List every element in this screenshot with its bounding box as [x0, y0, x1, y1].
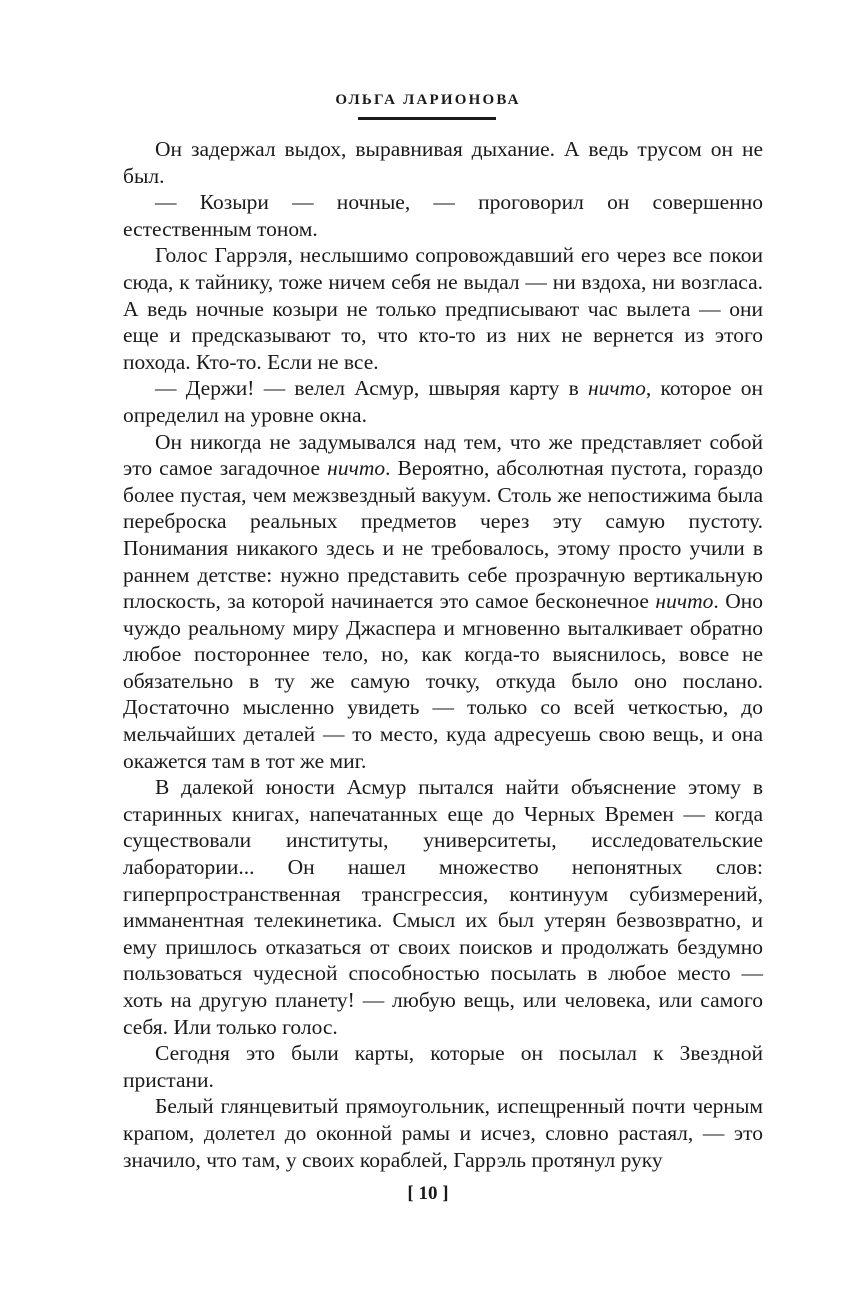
emphasis: ничто	[327, 456, 386, 481]
author-name: ОЛЬГА ЛАРИОНОВА	[335, 92, 521, 108]
emphasis: ничто	[587, 376, 646, 401]
paragraph: Белый глянцевитый прямоугольник, испещренный почти черным крапом, долетел до оконной рамы и исчез, словно растаял, — это значило, что там, у своих кораблей, Гаррэль протянул руку	[123, 1094, 763, 1172]
running-header	[0, 90, 856, 110]
paragraph: Он задержал выдох, выравнивая дыхание. А ведь трусом он не был.	[123, 137, 763, 188]
paragraph	[123, 429, 763, 775]
paragraph	[123, 375, 763, 428]
paragraph: Сегодня это были карты, которые он посылал к Звездной пристани.	[123, 1041, 763, 1092]
emphasis: ничто	[655, 589, 714, 614]
header-rule	[358, 117, 496, 120]
paragraph: — Козыри — ночные, — проговорил он совершенно естественным тоном.	[123, 190, 763, 241]
text-run: . Вероятно, абсолютная пустота, гораздо более пустая, чем межзвездный вакуум. Столь же непостижима была переброска реальных предметов через эту самую пустоту. Понимания никакого здесь и не требовалось, этому просто учили в раннем детстве: нужно представить себе прозрачную вертикальную плоскость, за которой начинается это самое бесконечное	[123, 456, 763, 614]
text-run: — Держи! — велел Асмур, швыряя карту в	[155, 376, 588, 401]
paragraph: В далекой юности Асмур пытался найти объяснение этому в старинных книгах, напечатанных еще до Черных Времен — когда существовали институты, университеты, исследовательские лаборатории... Он нашел множество непонятных слов: гиперпространственная трансгрессия, континуум субизмерений, имманентная телекинетика. Смысл их был утерян безвозвратно, и ему пришлось отказаться от своих поисков и продолжать бездумно пользоваться чудесной способностью посылать в любое место — хоть на другую планету! — любую вещь, или человека, или самого себя. Или только голос.	[123, 775, 763, 1039]
text-run: Он никогда не задумывался над тем, что же представляет собой это самое загадочное	[123, 429, 763, 481]
paragraph: Голос Гаррэля, неслышимо сопровождавший его через все покои сюда, к тайнику, тоже ничем себя не выдал — ни вздоха, ни возгласа. А ведь ночные козыри не только предписывают час вылета — они еще и предсказывают то, что кто-то из них не вернется из этого похода. Кто-то. Если не все.	[123, 243, 763, 374]
text-run: , которое он определил на уровне окна.	[123, 376, 763, 427]
page-body	[123, 136, 763, 1173]
page-number: [ 10 ]	[407, 1183, 449, 1204]
text-run: . Оно чуждо реальному миру Джаспера и мгновенно выталкивает обратно любое постороннее тело, но, как когда-то выяснилось, вовсе не обязательно в ту же самую точку, откуда было оно послано. Достаточно мысленно увидеть — только со всей четкостью, до мельчайших деталей — то место, куда адресуешь свою вещь, и она окажется там в тот же миг.	[123, 589, 763, 773]
